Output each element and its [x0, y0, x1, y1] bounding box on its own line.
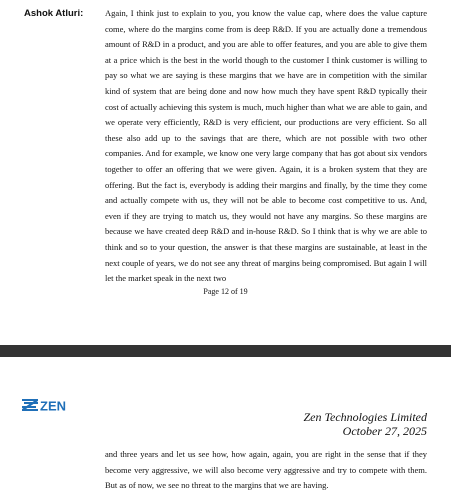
- page-number: Page 12 of 19: [203, 287, 248, 296]
- zen-logo: [22, 398, 84, 412]
- logo-text: ZEN: [40, 398, 66, 412]
- answer-paragraph: Again, I think just to explain to you, you know the value cap, where does the value capture come, where do the margins come from is deep R&D. If you are actually done a tremendous amount of R&D in a product, and you are able to offer features, and you are able to give them at a price which is the best in the world though to the customer I think customer is willing to pay so what we are saying is these margins that we have are in competition with the similar kind of system that are being done and now how much they have spent R&D typically their cost of actually achieving this system is much, much higher than what we are able to gain, and we operate very efficiently, R&D is very efficient, our productions are very efficient. So all these also add up to the savings that are there, which are not possible with two other companies. And for example, we know one very large company that has got about six vendors together to offer an offering that we were given. Again, it is a broken system that they are offering. But the fact is, everybody is adding their margins and finally, by the time they come and actually compete with us, they will not be able to become cost competitive to us. And, even if they are trying to match us, they would not have any margins. So these margins are because we have created deep R&D and in-house R&D. So I think that is why we are able to think and so to your question, the answer is that these margins are sustainable, at least in the next couple of years, we do not see any threat of margins being compromised. But again I will let the market speak in the next two: [105, 8, 427, 284]
- transcript-page-13: [0, 357, 451, 500]
- company-name: Zen Technologies Limited: [303, 410, 427, 424]
- company-header: [303, 410, 427, 438]
- continued-paragraph: and three years and let us see how, how again, again, you are right in the sense that if they become very aggressive, we will also become very aggressive and try to compete with them. But as of now, we see no threat to the margins that we are having.: [105, 449, 427, 491]
- call-date: October 27, 2025: [342, 424, 427, 438]
- page-separator: [0, 345, 451, 357]
- speaker-name: Ashok Atluri:: [24, 8, 84, 19]
